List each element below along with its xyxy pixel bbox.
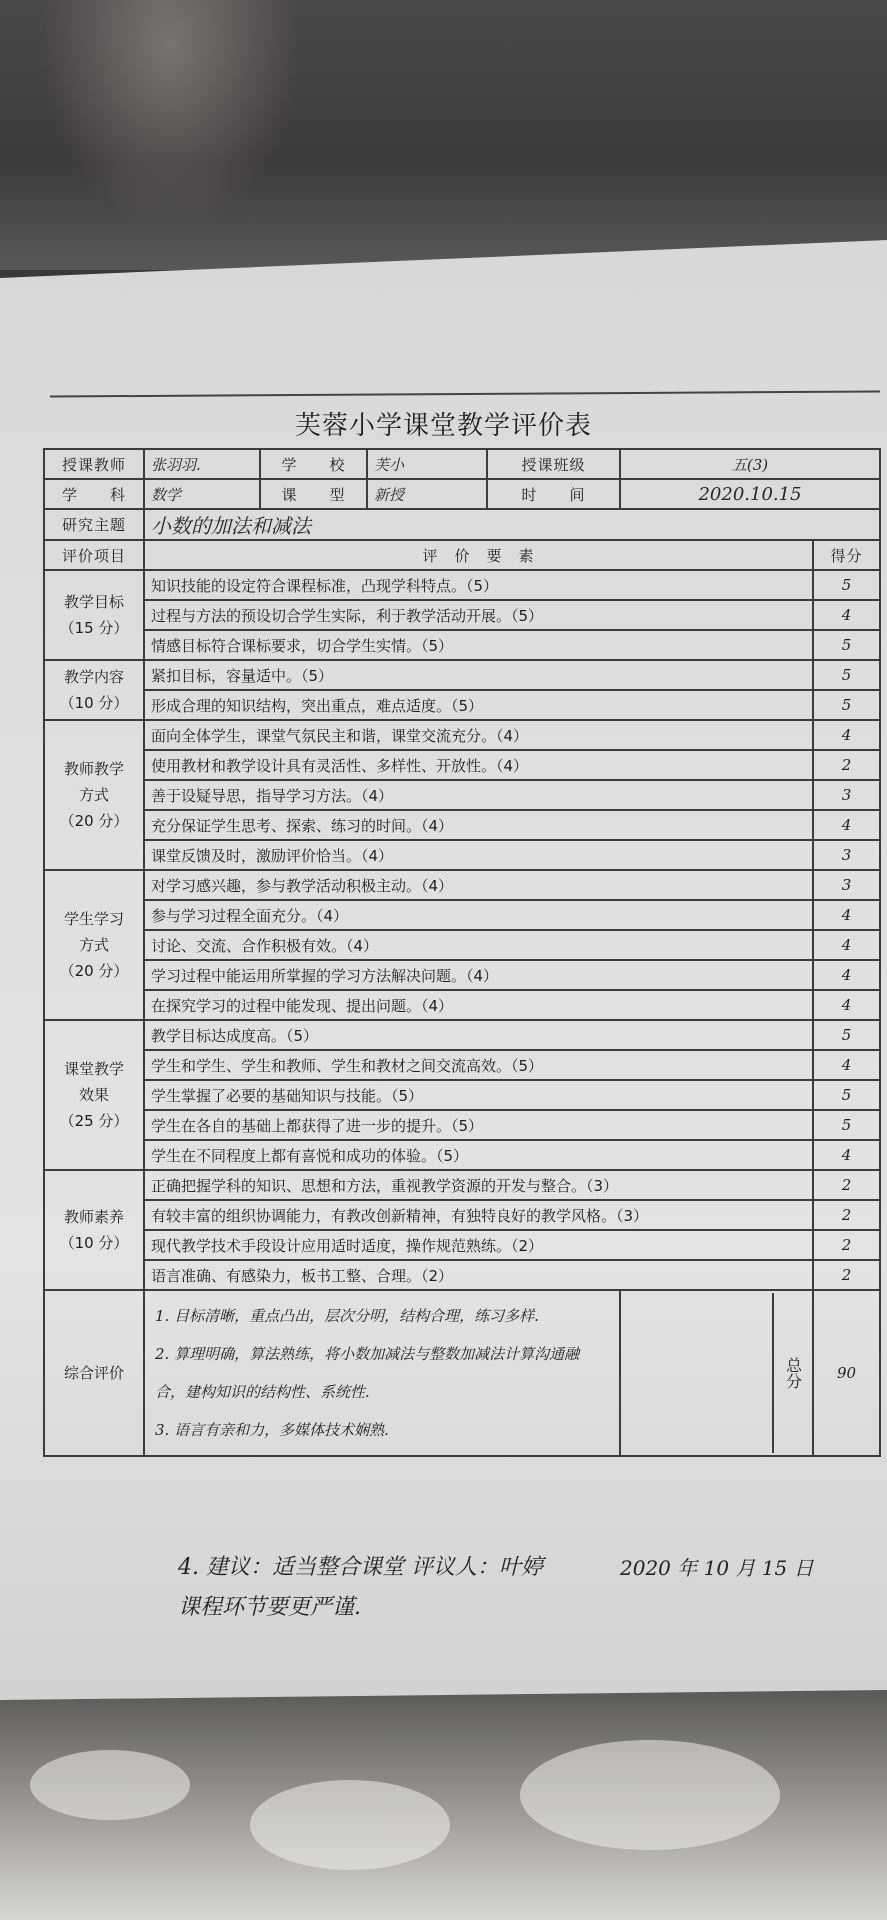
criteria-text: 学生在不同程度上都有喜悦和成功的体验。（5） <box>144 1140 813 1170</box>
criteria-text: 学习过程中能运用所掌握的学习方法解决问题。（4） <box>144 960 813 990</box>
topic-label: 研究主题 <box>44 509 144 540</box>
type-label: 课 型 <box>260 479 367 509</box>
score-value: 5 <box>813 1020 880 1050</box>
criteria-text: 语言准确、有感染力，板书工整、合理。（2） <box>144 1260 813 1290</box>
score-value: 4 <box>813 900 880 930</box>
score-value: 5 <box>813 630 880 660</box>
score-value: 5 <box>813 1110 880 1140</box>
section-label-line: （20 分） <box>59 812 129 830</box>
criteria-row <box>44 660 880 690</box>
column-header-row <box>44 540 880 570</box>
score-value: 4 <box>813 1050 880 1080</box>
score-value: 4 <box>813 810 880 840</box>
score-value: 2 <box>813 1260 880 1290</box>
score-value: 2 <box>813 1200 880 1230</box>
section-label-line: （15 分） <box>59 619 129 637</box>
criteria-row <box>44 930 880 960</box>
criteria-row <box>44 720 880 750</box>
criteria-text: 课堂反馈及时，激励评价恰当。（4） <box>144 840 813 870</box>
lace-pattern <box>30 1750 190 1820</box>
criteria-text: 讨论、交流、合作积极有效。（4） <box>144 930 813 960</box>
criteria-row <box>44 960 880 990</box>
criteria-row <box>44 750 880 780</box>
class-value: 五(3) <box>620 449 880 479</box>
section-label-line: 方式 <box>78 786 109 804</box>
score-value: 4 <box>813 720 880 750</box>
score-column-header: 得分 <box>813 540 880 570</box>
subject-value: 数学 <box>144 479 260 509</box>
criteria-text: 过程与方法的预设切合学生实际，利于教学活动开展。（5） <box>144 600 813 630</box>
criteria-text: 使用教材和教学设计具有灵活性、多样性、开放性。（4） <box>144 750 813 780</box>
class-label: 授课班级 <box>487 449 620 479</box>
total-score: 90 <box>813 1290 880 1456</box>
section-label <box>44 1170 144 1290</box>
score-value: 5 <box>813 690 880 720</box>
score-value: 5 <box>813 570 880 600</box>
criteria-text: 学生掌握了必要的基础知识与技能。（5） <box>144 1080 813 1110</box>
suggestion-line: 课程环节要更严谨. <box>178 1595 361 1620</box>
teacher-value: 张羽羽. <box>144 449 260 479</box>
score-value: 5 <box>813 660 880 690</box>
suggestion-text <box>178 1548 543 1628</box>
section-label-line: 教师教学 <box>63 760 124 778</box>
criteria-row <box>44 840 880 870</box>
evaluation-table <box>43 448 881 1457</box>
criteria-text: 面向全体学生，课堂气氛民主和谐，课堂交流充分。（4） <box>144 720 813 750</box>
summary-comments <box>144 1290 620 1456</box>
score-value: 4 <box>813 600 880 630</box>
header-row-1 <box>44 449 880 479</box>
section-label <box>44 720 144 870</box>
summary-line: 2. 算理明确，算法熟练，将小数加减法与整数加减法计算沟通融合，建构知识的结构性、系统性. <box>155 1345 580 1401</box>
criteria-text: 对学习感兴趣，参与教学活动积极主动。（4） <box>144 870 813 900</box>
criteria-text: 紧扣目标，容量适中。（5） <box>144 660 813 690</box>
topic-row <box>44 509 880 540</box>
section-label-line: 教师素养 <box>63 1208 124 1226</box>
background-fabric <box>0 1690 887 1920</box>
lace-pattern <box>250 1780 450 1870</box>
type-value: 新授 <box>367 479 487 509</box>
criteria-row <box>44 600 880 630</box>
teacher-label: 授课教师 <box>44 449 144 479</box>
criteria-row <box>44 570 880 600</box>
score-value: 3 <box>813 840 880 870</box>
topic-value: 小数的加法和减法 <box>144 509 880 540</box>
section-label <box>44 570 144 660</box>
section-label-line: 课堂教学 <box>63 1060 124 1078</box>
criteria-row <box>44 780 880 810</box>
summary-line: 1. 目标清晰，重点凸出，层次分明，结构合理，练习多样. <box>155 1307 539 1325</box>
criteria-text: 情感目标符合课标要求，切合学生实情。（5） <box>144 630 813 660</box>
summary-label: 综合评价 <box>44 1290 144 1456</box>
criteria-row <box>44 1230 880 1260</box>
criteria-text: 学生在各自的基础上都获得了进一步的提升。（5） <box>144 1110 813 1140</box>
criteria-text: 知识技能的设定符合课程标准，凸现学科特点。（5） <box>144 570 813 600</box>
criteria-row <box>44 1140 880 1170</box>
score-value: 4 <box>813 930 880 960</box>
section-label-line: 教学内容 <box>63 668 124 686</box>
item-column-header: 评价项目 <box>44 540 144 570</box>
criteria-text: 现代教学技术手段设计应用适时适度，操作规范熟练。（2） <box>144 1230 813 1260</box>
section-label <box>44 870 144 1020</box>
score-value: 2 <box>813 1230 880 1260</box>
school-value: 芙小 <box>367 449 487 479</box>
summary-row <box>44 1290 880 1456</box>
section-label-line: 效果 <box>78 1086 109 1104</box>
score-value: 2 <box>813 1170 880 1200</box>
criteria-row <box>44 1080 880 1110</box>
criteria-text: 形成合理的知识结构，突出重点，难点适度。（5） <box>144 690 813 720</box>
section-label <box>44 1020 144 1170</box>
criteria-row <box>44 1050 880 1080</box>
suggestion-line: 4. 建议：适当整合课堂 评议人：叶婷 <box>178 1555 543 1580</box>
criteria-row <box>44 1260 880 1290</box>
section-label-line: 方式 <box>78 936 109 954</box>
criteria-text: 充分保证学生思考、探索、练习的时间。（4） <box>144 810 813 840</box>
criteria-row <box>44 1110 880 1140</box>
time-label: 时 间 <box>487 479 620 509</box>
criteria-body <box>44 570 880 1290</box>
criteria-text: 学生和学生、学生和教师、学生和教材之间交流高效。（5） <box>144 1050 813 1080</box>
section-label-line: （10 分） <box>59 1234 129 1252</box>
criteria-text: 正确把握学科的知识、思想和方法，重视教学资源的开发与整合。（3） <box>144 1170 813 1200</box>
criteria-text: 在探究学习的过程中能发现、提出问题。（4） <box>144 990 813 1020</box>
evaluation-date: 2020 年 10 月 15 日 <box>620 1556 814 1580</box>
criteria-column-header: 评 价 要 素 <box>144 540 813 570</box>
form-title: 芙蓉小学课堂教学评价表 <box>294 411 592 441</box>
criteria-text: 有较丰富的组织协调能力，有教改创新精神，有独特良好的教学风格。（3） <box>144 1200 813 1230</box>
section-label <box>44 660 144 720</box>
criteria-text: 参与学习过程全面充分。（4） <box>144 900 813 930</box>
criteria-text: 善于设疑导思，指导学习方法。（4） <box>144 780 813 810</box>
section-label-line: 学生学习 <box>63 910 124 928</box>
score-value: 4 <box>813 990 880 1020</box>
criteria-row <box>44 690 880 720</box>
section-label-line: 教学目标 <box>63 593 124 611</box>
criteria-row <box>44 990 880 1020</box>
section-label-line: （20 分） <box>59 962 129 980</box>
section-label-line: （10 分） <box>59 694 129 712</box>
total-label: 总分 <box>772 1293 812 1453</box>
summary-line: 3. 语言有亲和力，多媒体技术娴熟. <box>155 1421 389 1439</box>
time-value: 2020.10.15 <box>620 479 880 509</box>
score-value: 2 <box>813 750 880 780</box>
criteria-row <box>44 630 880 660</box>
score-value: 4 <box>813 1140 880 1170</box>
criteria-row <box>44 870 880 900</box>
total-cell <box>620 1290 813 1456</box>
header-row-2 <box>44 479 880 509</box>
criteria-row <box>44 900 880 930</box>
criteria-row <box>44 1200 880 1230</box>
subject-label: 学 科 <box>44 479 144 509</box>
score-value: 4 <box>813 960 880 990</box>
score-value: 5 <box>813 1080 880 1110</box>
criteria-row <box>44 1170 880 1200</box>
criteria-text: 教学目标达成度高。（5） <box>144 1020 813 1050</box>
score-value: 3 <box>813 780 880 810</box>
lace-pattern <box>520 1740 780 1850</box>
criteria-row <box>44 1020 880 1050</box>
light-glare <box>40 0 300 230</box>
score-value: 3 <box>813 870 880 900</box>
criteria-row <box>44 810 880 840</box>
school-label: 学 校 <box>260 449 367 479</box>
section-label-line: （25 分） <box>59 1112 129 1130</box>
